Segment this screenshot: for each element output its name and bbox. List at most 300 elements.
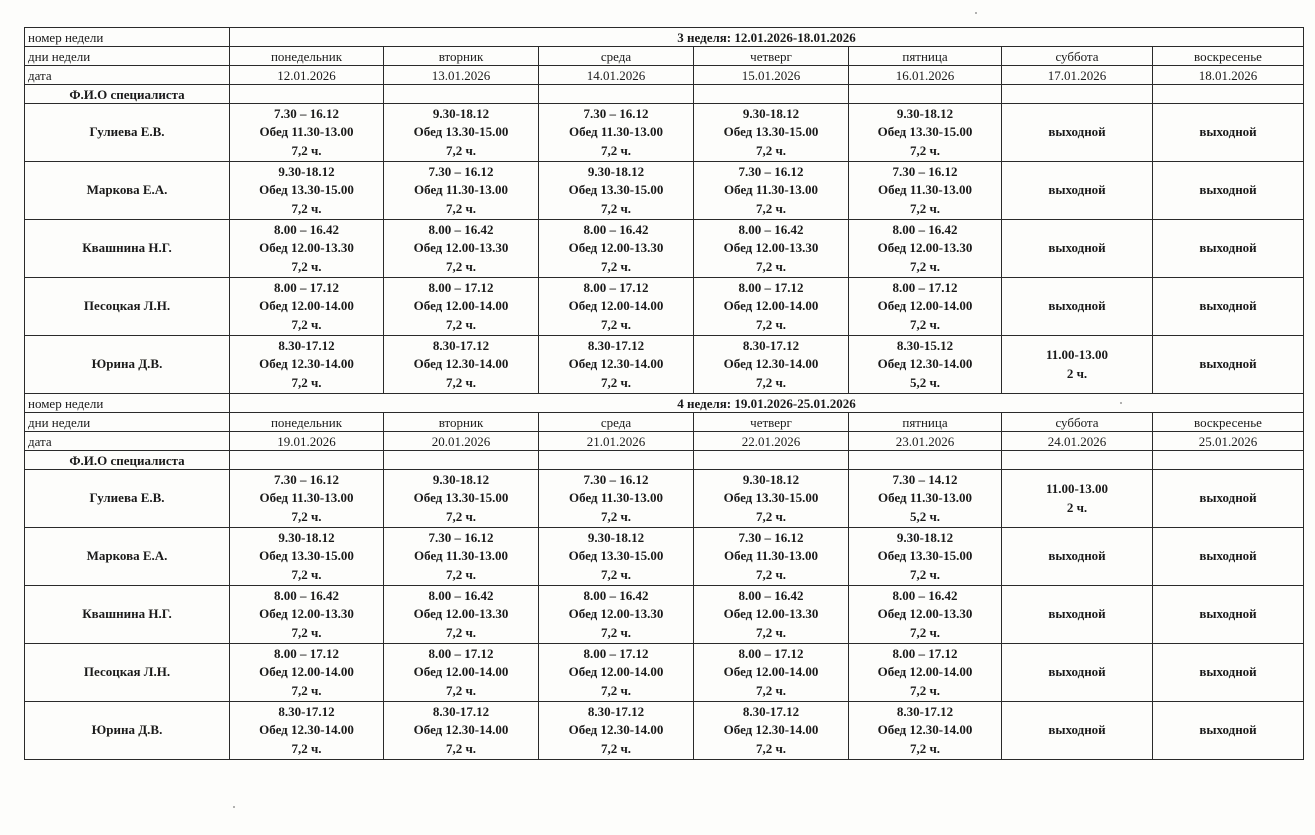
shift-total: 7,2 ч. bbox=[755, 624, 787, 640]
shift-hours: 9.30-18.12 bbox=[742, 471, 800, 487]
shift-hours: 8.00 – 16.42 bbox=[892, 221, 958, 237]
date-header: 24.01.2026 bbox=[1002, 432, 1153, 451]
shift-hours: 7.30 – 16.12 bbox=[583, 471, 649, 487]
shift-total: 7,2 ч. bbox=[445, 316, 477, 332]
shift-lunch: Обед 12.00-13.30 bbox=[413, 606, 509, 622]
shift-hours: 8.30-17.12 bbox=[742, 703, 800, 719]
weekday-header: четверг bbox=[694, 47, 849, 66]
shift-total: 7,2 ч. bbox=[755, 682, 787, 698]
shift-cell bbox=[1153, 702, 1304, 760]
shift-total: 7,2 ч. bbox=[291, 624, 322, 640]
shift-lunch: Обед 13.30-15.00 bbox=[723, 124, 819, 140]
shift-hours: выходной bbox=[1048, 548, 1106, 564]
shift-cell bbox=[1002, 336, 1153, 394]
weekday-header: суббота bbox=[1002, 47, 1153, 66]
shift-lunch: Обед 13.30-15.00 bbox=[877, 548, 973, 564]
shift-hours: выходной bbox=[1199, 298, 1257, 314]
specialist-header-row bbox=[25, 451, 1304, 470]
shift-total: 7,2 ч. bbox=[291, 200, 322, 216]
shift-cell bbox=[384, 220, 539, 278]
shift-hours: 8.00 – 16.42 bbox=[274, 221, 339, 237]
shift-hours: 11.00-13.00 bbox=[1045, 347, 1109, 362]
shift-cell bbox=[1002, 528, 1153, 586]
shift-hours: 8.00 – 17.12 bbox=[583, 645, 649, 661]
shift-hours: 8.00 – 17.12 bbox=[892, 645, 958, 661]
shift-cell bbox=[384, 528, 539, 586]
shift-lunch: Обед 13.30-15.00 bbox=[259, 548, 354, 564]
shift-cell bbox=[539, 586, 694, 644]
shift-hours: 8.00 – 17.12 bbox=[428, 279, 494, 295]
shift-cell bbox=[1002, 702, 1153, 760]
shift-lunch: Обед 13.30-15.00 bbox=[877, 124, 973, 140]
shift-total: 5,2 ч. bbox=[909, 508, 941, 524]
date-header: 20.01.2026 bbox=[384, 432, 539, 451]
shift-cell bbox=[1153, 104, 1304, 162]
shift-hours: 9.30-18.12 bbox=[278, 163, 335, 179]
shift-lunch: Обед 11.30-13.00 bbox=[414, 548, 508, 564]
shift-cell bbox=[694, 162, 849, 220]
shift-hours: 8.00 – 16.42 bbox=[583, 221, 649, 237]
weekday-header: среда bbox=[539, 413, 694, 432]
employee-row bbox=[25, 162, 1304, 220]
shift-hours: выходной bbox=[1199, 124, 1257, 140]
shift-hours: 8.00 – 16.42 bbox=[428, 587, 494, 603]
shift-lunch: Обед 12.00-14.00 bbox=[568, 664, 664, 680]
empty-cell bbox=[849, 451, 1002, 470]
shift-hours: 7.30 – 16.12 bbox=[738, 529, 804, 545]
shift-cell bbox=[694, 528, 849, 586]
shift-hours: выходной bbox=[1048, 124, 1106, 140]
shift-hours: 7.30 – 16.12 bbox=[583, 105, 649, 121]
employee-name: Маркова Е.А. bbox=[25, 528, 230, 586]
shift-lunch: Обед 12.00-13.30 bbox=[568, 606, 664, 622]
shift-cell bbox=[1153, 644, 1304, 702]
shift-lunch: Обед 13.30-15.00 bbox=[259, 182, 354, 198]
shift-hours: 9.30-18.12 bbox=[278, 529, 335, 545]
dates-row bbox=[25, 432, 1304, 451]
shift-lunch: Обед 12.30-14.00 bbox=[877, 722, 973, 738]
shift-lunch: Обед 12.00-14.00 bbox=[259, 298, 354, 314]
empty-cell bbox=[539, 85, 694, 104]
shift-lunch: Обед 12.00-14.00 bbox=[413, 298, 509, 314]
shift-lunch: Обед 12.30-14.00 bbox=[877, 356, 973, 372]
shift-hours: выходной bbox=[1048, 182, 1106, 198]
shift-hours: 9.30-18.12 bbox=[587, 529, 645, 545]
shift-cell bbox=[1153, 336, 1304, 394]
shift-total: 7,2 ч. bbox=[291, 316, 322, 332]
shift-lunch: Обед 12.00-14.00 bbox=[568, 298, 664, 314]
shift-hours: 9.30-18.12 bbox=[896, 105, 954, 121]
shift-lunch: Обед 13.30-15.00 bbox=[413, 490, 509, 506]
shift-hours: 8.00 – 16.42 bbox=[738, 221, 804, 237]
shift-cell bbox=[694, 702, 849, 760]
empty-cell bbox=[1002, 85, 1153, 104]
scan-speck bbox=[233, 806, 235, 808]
employee-name: Гулиева Е.В. bbox=[25, 104, 230, 162]
shift-hours: 11.00-13.00 bbox=[1045, 481, 1109, 496]
shift-cell bbox=[230, 162, 384, 220]
weekday-header: вторник bbox=[384, 413, 539, 432]
employee-name: Квашнина Н.Г. bbox=[25, 220, 230, 278]
shift-total: 7,2 ч. bbox=[291, 258, 322, 274]
weekday-header: суббота bbox=[1002, 413, 1153, 432]
shift-lunch: Обед 12.30-14.00 bbox=[413, 356, 509, 372]
shift-hours: выходной bbox=[1199, 606, 1257, 622]
empty-cell bbox=[230, 85, 384, 104]
shift-cell bbox=[849, 702, 1002, 760]
shift-cell bbox=[384, 644, 539, 702]
shift-lunch: Обед 13.30-15.00 bbox=[568, 548, 664, 564]
employee-row bbox=[25, 586, 1304, 644]
week-title: 3 неделя: 12.01.2026-18.01.2026 bbox=[230, 28, 1304, 47]
shift-cell bbox=[1153, 586, 1304, 644]
shift-hours: 9.30-18.12 bbox=[896, 529, 954, 545]
date-header: 23.01.2026 bbox=[849, 432, 1002, 451]
shift-hours: выходной bbox=[1048, 606, 1106, 622]
shift-total: 7,2 ч. bbox=[445, 508, 477, 524]
shift-hours: 8.30-17.12 bbox=[896, 703, 954, 719]
shift-cell bbox=[849, 644, 1002, 702]
shift-hours: выходной bbox=[1199, 240, 1257, 256]
date-header: 13.01.2026 bbox=[384, 66, 539, 85]
empty-cell bbox=[384, 85, 539, 104]
shift-cell bbox=[1002, 470, 1153, 528]
shift-total: 7,2 ч. bbox=[909, 624, 941, 640]
shift-total: 7,2 ч. bbox=[600, 624, 632, 640]
shift-hours: 8.30-17.12 bbox=[278, 703, 335, 719]
shift-cell bbox=[384, 278, 539, 336]
shift-total: 7,2 ч. bbox=[445, 200, 477, 216]
shift-total: 7,2 ч. bbox=[755, 566, 787, 582]
employee-row bbox=[25, 528, 1304, 586]
shift-cell bbox=[1153, 470, 1304, 528]
shift-total: 7,2 ч. bbox=[291, 566, 322, 582]
shift-total: 7,2 ч. bbox=[445, 258, 477, 274]
shift-hours: 8.00 – 16.42 bbox=[738, 587, 804, 603]
shift-cell bbox=[384, 702, 539, 760]
shift-hours: 8.30-15.12 bbox=[896, 337, 954, 353]
employee-name: Квашнина Н.Г. bbox=[25, 586, 230, 644]
shift-cell bbox=[849, 586, 1002, 644]
shift-lunch: Обед 13.30-15.00 bbox=[568, 182, 664, 198]
empty-cell bbox=[1153, 451, 1304, 470]
weekday-header: четверг bbox=[694, 413, 849, 432]
shift-lunch: Обед 12.00-14.00 bbox=[413, 664, 509, 680]
shift-total: 7,2 ч. bbox=[445, 566, 477, 582]
shift-total: 7,2 ч. bbox=[755, 740, 787, 756]
shift-lunch: Обед 12.00-14.00 bbox=[877, 298, 973, 314]
shift-hours: 8.00 – 16.42 bbox=[428, 221, 494, 237]
empty-cell bbox=[384, 451, 539, 470]
shift-lunch: Обед 12.30-14.00 bbox=[723, 722, 819, 738]
shift-total: 7,2 ч. bbox=[600, 374, 632, 390]
shift-hours: выходной bbox=[1199, 356, 1257, 372]
shift-lunch: Обед 12.00-14.00 bbox=[723, 298, 819, 314]
shift-cell bbox=[1002, 220, 1153, 278]
shift-hours: выходной bbox=[1199, 182, 1257, 198]
shift-total: 7,2 ч. bbox=[600, 200, 632, 216]
shift-lunch: Обед 11.30-13.00 bbox=[569, 124, 663, 140]
shift-total: 7,2 ч. bbox=[755, 142, 787, 158]
shift-cell bbox=[539, 336, 694, 394]
weekday-header: воскресенье bbox=[1153, 47, 1304, 66]
shift-cell bbox=[694, 586, 849, 644]
shift-total: 7,2 ч. bbox=[445, 142, 477, 158]
shift-cell bbox=[384, 586, 539, 644]
date-header: 21.01.2026 bbox=[539, 432, 694, 451]
empty-cell bbox=[1153, 85, 1304, 104]
shift-hours: 7.30 – 16.12 bbox=[892, 163, 958, 179]
shift-cell bbox=[230, 278, 384, 336]
shift-total: 7,2 ч. bbox=[291, 374, 322, 390]
shift-total: 7,2 ч. bbox=[291, 508, 322, 524]
date-header: 22.01.2026 bbox=[694, 432, 849, 451]
shift-lunch: Обед 12.30-14.00 bbox=[568, 356, 664, 372]
weekdays-label: дни недели bbox=[25, 413, 230, 432]
shift-hours: 9.30-18.12 bbox=[587, 163, 645, 179]
shift-hours: 8.30-17.12 bbox=[432, 703, 490, 719]
employee-row bbox=[25, 702, 1304, 760]
shift-hours: 8.00 – 17.12 bbox=[738, 279, 804, 295]
date-header: 12.01.2026 bbox=[230, 66, 384, 85]
shift-total: 7,2 ч. bbox=[909, 142, 941, 158]
shift-cell bbox=[230, 702, 384, 760]
shift-total: 7,2 ч. bbox=[755, 258, 787, 274]
weekdays-row bbox=[25, 413, 1304, 432]
shift-lunch: Обед 11.30-13.00 bbox=[259, 124, 354, 140]
date-header: 25.01.2026 bbox=[1153, 432, 1304, 451]
shift-total: 7,2 ч. bbox=[600, 740, 632, 756]
shift-hours: выходной bbox=[1048, 664, 1106, 680]
shift-hours: 7.30 – 16.12 bbox=[428, 163, 494, 179]
shift-total: 7,2 ч. bbox=[600, 142, 632, 158]
shift-total: 7,2 ч. bbox=[909, 740, 941, 756]
date-header: 19.01.2026 bbox=[230, 432, 384, 451]
shift-hours: выходной bbox=[1199, 548, 1257, 564]
employee-name: Маркова Е.А. bbox=[25, 162, 230, 220]
shift-cell bbox=[384, 336, 539, 394]
shift-hours: выходной bbox=[1048, 298, 1106, 314]
shift-total: 7,2 ч. bbox=[445, 682, 477, 698]
shift-total: 7,2 ч. bbox=[755, 200, 787, 216]
shift-cell bbox=[539, 104, 694, 162]
shift-lunch: Обед 11.30-13.00 bbox=[414, 182, 508, 198]
shift-cell bbox=[1002, 586, 1153, 644]
shift-total: 7,2 ч. bbox=[909, 316, 941, 332]
shift-cell bbox=[539, 702, 694, 760]
shift-lunch: Обед 11.30-13.00 bbox=[259, 490, 354, 506]
shift-total: 7,2 ч. bbox=[291, 740, 322, 756]
shift-lunch: Обед 11.30-13.00 bbox=[878, 182, 972, 198]
week-number-row bbox=[25, 28, 1304, 47]
shift-hours: 7.30 – 16.12 bbox=[274, 105, 339, 121]
date-label: дата bbox=[25, 432, 230, 451]
employee-name: Юрина Д.В. bbox=[25, 336, 230, 394]
employee-row bbox=[25, 470, 1304, 528]
employee-row bbox=[25, 278, 1304, 336]
shift-cell bbox=[230, 220, 384, 278]
shift-lunch: Обед 12.00-13.30 bbox=[723, 606, 819, 622]
shift-cell bbox=[849, 528, 1002, 586]
shift-cell bbox=[539, 162, 694, 220]
shift-hours: 8.30-17.12 bbox=[587, 337, 645, 353]
shift-cell bbox=[384, 104, 539, 162]
employee-row bbox=[25, 336, 1304, 394]
weekday-header: воскресенье bbox=[1153, 413, 1304, 432]
employee-name: Песоцкая Л.Н. bbox=[25, 278, 230, 336]
date-header: 15.01.2026 bbox=[694, 66, 849, 85]
shift-hours: 8.00 – 16.42 bbox=[583, 587, 649, 603]
shift-hours: 8.30-17.12 bbox=[278, 337, 335, 353]
week-number-label: номер недели bbox=[25, 394, 230, 413]
date-header: 16.01.2026 bbox=[849, 66, 1002, 85]
weekday-header: среда bbox=[539, 47, 694, 66]
shift-lunch: Обед 12.30-14.00 bbox=[568, 722, 664, 738]
shift-cell bbox=[539, 644, 694, 702]
shift-total: 2 ч. bbox=[1066, 499, 1088, 515]
shift-hours: 8.30-17.12 bbox=[587, 703, 645, 719]
shift-lunch: Обед 12.00-14.00 bbox=[723, 664, 819, 680]
shift-hours: 9.30-18.12 bbox=[432, 471, 490, 487]
shift-cell bbox=[230, 528, 384, 586]
shift-lunch: Обед 11.30-13.00 bbox=[724, 182, 818, 198]
weekday-header: понедельник bbox=[230, 47, 384, 66]
shift-cell bbox=[1002, 644, 1153, 702]
shift-hours: 8.00 – 17.12 bbox=[428, 645, 494, 661]
shift-total: 7,2 ч. bbox=[600, 316, 632, 332]
shift-lunch: Обед 12.00-14.00 bbox=[259, 664, 354, 680]
shift-total: 7,2 ч. bbox=[291, 142, 322, 158]
employee-name: Гулиева Е.В. bbox=[25, 470, 230, 528]
shift-cell bbox=[230, 104, 384, 162]
week-title: 4 неделя: 19.01.2026-25.01.2026 bbox=[230, 394, 1304, 413]
shift-cell bbox=[849, 220, 1002, 278]
shift-lunch: Обед 12.00-13.30 bbox=[259, 240, 354, 256]
shift-lunch: Обед 12.00-13.30 bbox=[877, 606, 973, 622]
shift-cell bbox=[1153, 220, 1304, 278]
shift-total: 7,2 ч. bbox=[909, 200, 941, 216]
shift-lunch: Обед 11.30-13.00 bbox=[878, 490, 972, 506]
shift-cell bbox=[849, 470, 1002, 528]
shift-cell bbox=[1002, 104, 1153, 162]
shift-cell bbox=[384, 162, 539, 220]
shift-total: 7,2 ч. bbox=[909, 258, 941, 274]
shift-cell bbox=[539, 470, 694, 528]
schedule-table bbox=[24, 27, 1304, 760]
shift-total: 7,2 ч. bbox=[445, 624, 477, 640]
shift-cell bbox=[230, 586, 384, 644]
shift-lunch: Обед 11.30-13.00 bbox=[724, 548, 818, 564]
shift-lunch: Обед 12.00-13.30 bbox=[413, 240, 509, 256]
shift-hours: выходной bbox=[1048, 240, 1106, 256]
shift-total: 7,2 ч. bbox=[909, 566, 941, 582]
shift-hours: 9.30-18.12 bbox=[742, 105, 800, 121]
shift-lunch: Обед 12.00-13.30 bbox=[568, 240, 664, 256]
shift-hours: выходной bbox=[1199, 490, 1257, 506]
specialist-header-row bbox=[25, 85, 1304, 104]
specialist-label: Ф.И.О специалиста bbox=[25, 451, 230, 470]
specialist-label: Ф.И.О специалиста bbox=[25, 85, 230, 104]
employee-name: Юрина Д.В. bbox=[25, 702, 230, 760]
shift-cell bbox=[1002, 162, 1153, 220]
weekdays-label: дни недели bbox=[25, 47, 230, 66]
shift-cell bbox=[539, 528, 694, 586]
shift-total: 7,2 ч. bbox=[600, 566, 632, 582]
shift-hours: 8.00 – 16.42 bbox=[892, 587, 958, 603]
empty-cell bbox=[849, 85, 1002, 104]
shift-cell bbox=[694, 220, 849, 278]
empty-cell bbox=[694, 85, 849, 104]
shift-hours: 8.00 – 17.12 bbox=[274, 279, 339, 295]
shift-cell bbox=[694, 104, 849, 162]
shift-hours: выходной bbox=[1199, 664, 1257, 680]
shift-hours: 7.30 – 14.12 bbox=[892, 471, 958, 487]
shift-hours: 8.30-17.12 bbox=[742, 337, 800, 353]
empty-cell bbox=[230, 451, 384, 470]
shift-lunch: Обед 12.30-14.00 bbox=[413, 722, 509, 738]
shift-cell bbox=[1153, 162, 1304, 220]
shift-total: 7,2 ч. bbox=[755, 508, 787, 524]
shift-cell bbox=[849, 278, 1002, 336]
shift-lunch: Обед 12.00-13.30 bbox=[877, 240, 973, 256]
shift-cell bbox=[539, 220, 694, 278]
shift-total: 7,2 ч. bbox=[445, 740, 477, 756]
dates-row bbox=[25, 66, 1304, 85]
empty-cell bbox=[694, 451, 849, 470]
scan-speck bbox=[975, 12, 977, 14]
shift-lunch: Обед 12.00-14.00 bbox=[877, 664, 973, 680]
weekday-header: пятница bbox=[849, 413, 1002, 432]
shift-hours: 7.30 – 16.12 bbox=[738, 163, 804, 179]
shift-cell bbox=[384, 470, 539, 528]
shift-hours: 8.00 – 17.12 bbox=[892, 279, 958, 295]
employee-row bbox=[25, 104, 1304, 162]
shift-lunch: Обед 12.30-14.00 bbox=[259, 722, 354, 738]
date-label: дата bbox=[25, 66, 230, 85]
shift-total: 2 ч. bbox=[1066, 365, 1088, 381]
shift-cell bbox=[539, 278, 694, 336]
shift-lunch: Обед 12.30-14.00 bbox=[723, 356, 819, 372]
week-number-row bbox=[25, 394, 1304, 413]
shift-total: 5,2 ч. bbox=[909, 374, 941, 390]
date-header: 14.01.2026 bbox=[539, 66, 694, 85]
shift-cell bbox=[230, 644, 384, 702]
shift-cell bbox=[694, 470, 849, 528]
shift-cell bbox=[694, 336, 849, 394]
shift-cell bbox=[1002, 278, 1153, 336]
shift-lunch: Обед 12.00-13.30 bbox=[259, 606, 354, 622]
date-header: 18.01.2026 bbox=[1153, 66, 1304, 85]
shift-hours: выходной bbox=[1199, 722, 1257, 738]
employee-row bbox=[25, 220, 1304, 278]
weekday-header: вторник bbox=[384, 47, 539, 66]
shift-cell bbox=[849, 336, 1002, 394]
empty-cell bbox=[539, 451, 694, 470]
date-header: 17.01.2026 bbox=[1002, 66, 1153, 85]
shift-total: 7,2 ч. bbox=[600, 508, 632, 524]
shift-hours: 7.30 – 16.12 bbox=[274, 471, 339, 487]
shift-hours: 8.00 – 17.12 bbox=[738, 645, 804, 661]
shift-lunch: Обед 11.30-13.00 bbox=[569, 490, 663, 506]
shift-cell bbox=[849, 104, 1002, 162]
shift-total: 7,2 ч. bbox=[600, 258, 632, 274]
shift-lunch: Обед 12.30-14.00 bbox=[259, 356, 354, 372]
shift-cell bbox=[849, 162, 1002, 220]
shift-hours: 8.00 – 17.12 bbox=[274, 645, 339, 661]
shift-hours: 7.30 – 16.12 bbox=[428, 529, 494, 545]
shift-hours: 8.00 – 16.42 bbox=[274, 587, 339, 603]
shift-total: 7,2 ч. bbox=[755, 374, 787, 390]
